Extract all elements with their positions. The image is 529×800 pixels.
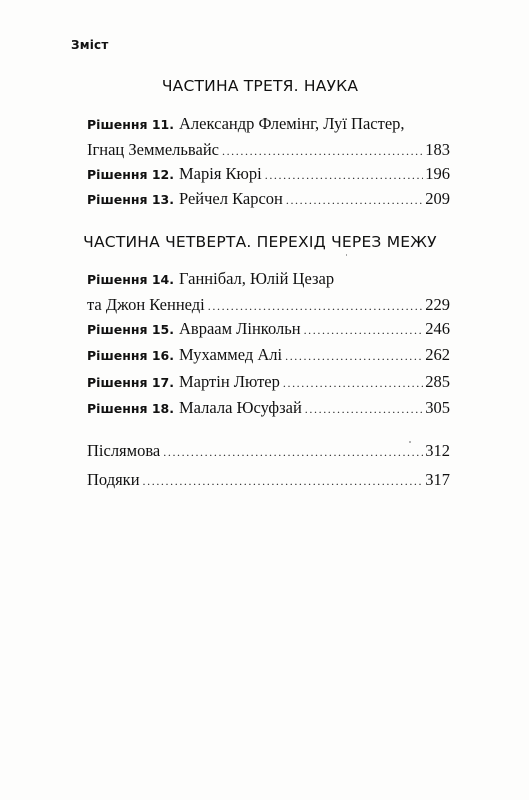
page-number: 229 [425,295,450,314]
toc-entry-line [87,438,450,464]
decision-number: Рішення 11. [87,117,174,132]
toc-entry-line [87,266,450,292]
page-number: 305 [425,398,450,417]
decision-number: Рішення 14. [87,272,174,287]
entry-title: та Джон Кеннеді [87,295,205,314]
page-number: 183 [425,140,450,159]
entry-title: Марія Кюрі [179,164,262,183]
entry-title: Александр Флемінг, Луї Пастер, [179,114,405,133]
page-number: 209 [425,189,450,208]
toc-entry-15[interactable] [87,316,450,342]
toc-entry-line [87,467,450,493]
dot-leader [285,343,423,369]
dot-leader [304,317,424,343]
toc-entry-14[interactable] [87,266,450,318]
decision-number: Рішення 12. [87,167,174,182]
toc-entry-line [87,342,450,368]
entry-title: Післямова [87,441,161,460]
decision-number: Рішення 16. [87,348,174,363]
part-heading-four: ЧАСТИНА ЧЕТВЕРТА. ПЕРЕХІД ЧЕРЕЗ МЕЖУ [83,233,437,251]
page-number: 285 [425,372,450,391]
paper-speck [346,254,347,256]
running-head: Зміст [71,38,109,52]
toc-entry-line [87,395,450,421]
dot-leader [143,468,424,494]
toc-entry-11[interactable] [87,111,450,163]
page-number: 262 [425,345,450,364]
decision-number: Рішення 15. [87,322,174,337]
toc-entry-13[interactable] [87,186,450,212]
decision-number: Рішення 17. [87,375,174,390]
toc-entry-line [87,186,450,212]
toc-entry-line [87,137,450,163]
toc-entry-12[interactable] [87,161,450,187]
page-number: 312 [425,441,450,460]
decision-number: Рішення 18. [87,401,174,416]
decision-number: Рішення 13. [87,192,174,207]
toc-entry-line [87,161,450,187]
dot-leader [286,187,423,213]
part-heading-three: ЧАСТИНА ТРЕТЯ. НАУКА [161,77,359,95]
toc-entry-16[interactable] [87,342,450,368]
entry-title: Авраам Лінкольн [179,319,301,338]
entry-title: Ігнац Земмельвайс [87,140,219,159]
toc-entry-acknowledgements[interactable] [87,467,450,493]
toc-entry-afterword[interactable] [87,438,450,464]
toc-entry-18[interactable] [87,395,450,421]
toc-entry-line [87,316,450,342]
toc-entry-line [87,292,450,318]
dot-leader [283,370,423,396]
page-number: 246 [425,319,450,338]
toc-entry-line [87,111,450,137]
entry-title: Малала Юсуфзай [179,398,302,417]
page-number: 196 [425,164,450,183]
page-number: 317 [425,470,450,489]
paper-speck [409,441,411,443]
entry-title: Мухаммед Алі [179,345,283,364]
entry-title: Подяки [87,470,140,489]
toc-entry-17[interactable] [87,369,450,395]
dot-leader [265,162,424,188]
entry-title: Ганнібал, Юлій Цезар [179,269,335,288]
dot-leader [305,396,423,422]
entry-title: Мартін Лютер [179,372,280,391]
toc-entry-line [87,369,450,395]
dot-leader [163,439,423,465]
entry-title: Рейчел Карсон [179,189,283,208]
